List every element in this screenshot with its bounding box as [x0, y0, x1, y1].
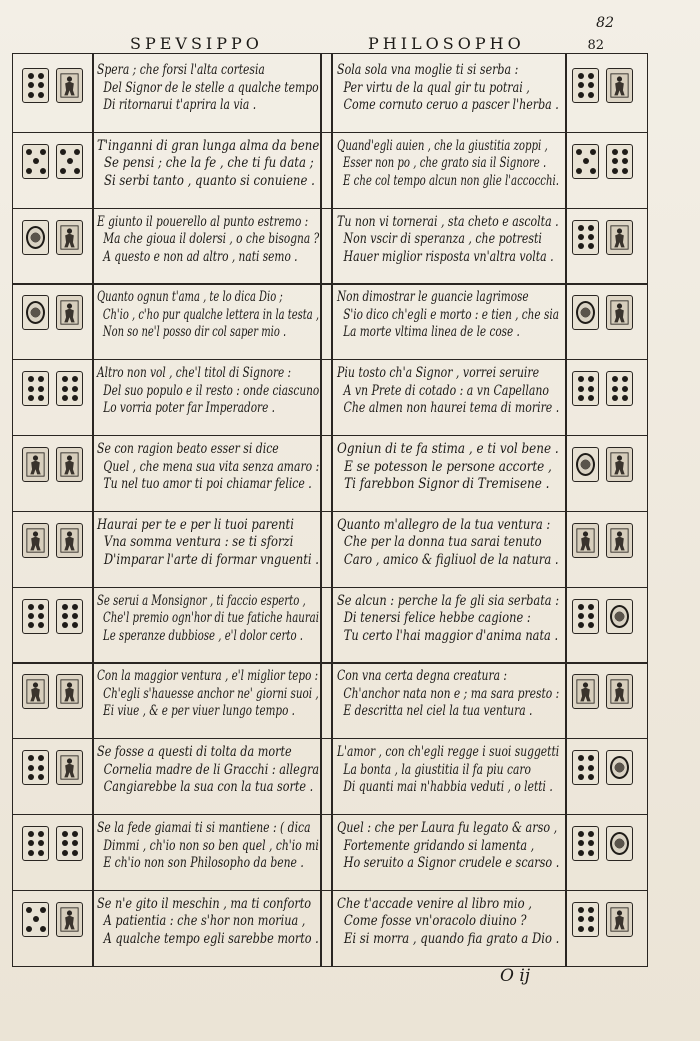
header-left: SPEVSIPPO — [130, 34, 263, 53]
figure-die-icon — [22, 447, 49, 482]
figure-die-icon — [22, 523, 49, 558]
verse-line: Vna somma ventura : se ti sforzi — [103, 534, 294, 551]
figure-die-icon — [56, 902, 83, 937]
verse-line: Ma che gioua il dolersi , o che bisogna ? — [103, 231, 320, 248]
verse-line: Altro non vol , che'l titol di Signore : — [97, 365, 292, 382]
figure-die-icon — [22, 674, 49, 709]
six-pip-die-icon — [606, 371, 633, 406]
six-pip-die-icon — [572, 902, 599, 937]
verse-line: Fortemente gridando si lamenta , — [343, 837, 535, 854]
five-pip-die-icon — [22, 902, 49, 937]
disc-die-icon — [606, 599, 633, 634]
verse-line: A patientia : che s'hor non moriua , — [103, 913, 306, 930]
left-verse — [97, 62, 319, 115]
right-verse — [337, 668, 559, 721]
figure-die-icon — [606, 68, 633, 103]
six-pip-die-icon — [572, 826, 599, 861]
figure-die-icon — [606, 447, 633, 482]
left-verse — [97, 820, 319, 873]
verse-line: Haurai per te e per li tuoi parenti — [97, 516, 294, 533]
row-divider — [12, 662, 648, 663]
row-divider — [12, 208, 648, 209]
right-dice-pair — [572, 447, 633, 482]
verse-line: Se la fede giamai ti si mantiene : ( dica — [97, 820, 311, 836]
figure-die-icon — [606, 295, 633, 330]
verse-line: Che t'accade venire al libro mio , — [337, 895, 532, 912]
right-verse — [337, 517, 559, 570]
verse-line: T'inganni di gran lunga alma da bene — [97, 137, 320, 154]
six-pip-die-icon — [56, 599, 83, 634]
right-dice-pair — [572, 599, 633, 634]
verse-line: Non so ne'l posso dir col saper mio . — [102, 324, 287, 341]
six-pip-die-icon — [606, 144, 633, 179]
right-dice-pair — [572, 826, 633, 861]
verse-line: A qualche tempo egli sarebbe morto . — [103, 930, 319, 947]
verse-line: Quel , che mena sua vita senza amaro : — [103, 458, 320, 475]
disc-die-icon — [22, 295, 49, 330]
right-dice-pair — [572, 902, 633, 937]
verse-line: Ei viue , & e per viuer lungo tempo . — [103, 703, 295, 720]
six-pip-die-icon — [572, 371, 599, 406]
figure-die-icon — [606, 902, 633, 937]
verse-line: Le speranze dubbiose , e'l dolor certo . — [103, 627, 304, 644]
left-verse — [97, 896, 319, 949]
verse-line: Dimmi , ch'io non so ben quel , ch'io mi — [103, 837, 319, 854]
verse-line: Piu tosto ch'a Signor , vorrei seruire — [337, 365, 540, 382]
six-pip-die-icon — [572, 599, 599, 634]
row-divider — [12, 738, 648, 739]
verse-line: Cornelia madre de li Gracchi : allegra — [103, 761, 320, 778]
row-divider — [12, 283, 648, 284]
left-verse — [97, 441, 319, 494]
left-verse — [97, 593, 319, 646]
row-divider — [12, 435, 648, 436]
six-pip-die-icon — [22, 371, 49, 406]
verse-line: L'amor , con ch'egli regge i suoi suggetti — [337, 744, 560, 761]
six-pip-die-icon — [22, 68, 49, 103]
left-verse — [97, 517, 319, 570]
left-dice-pair — [22, 220, 83, 255]
right-dice-pair — [572, 144, 633, 179]
verse-line: Con la maggior ventura , e'l miglior tepo : — [97, 668, 319, 685]
row-divider — [12, 511, 648, 512]
verse-line: Di ritornarui t'aprira la via . — [103, 97, 257, 113]
verse-line: Non vscir di speranza , che potresti — [343, 231, 542, 248]
row-divider — [12, 132, 648, 133]
six-pip-die-icon — [22, 750, 49, 785]
left-verse — [97, 365, 319, 418]
left-dice-pair — [22, 674, 83, 709]
right-verse — [337, 820, 559, 873]
left-dice-pair — [22, 68, 83, 103]
verse-line: Con vna certa degna creatura : — [337, 668, 508, 685]
verse-line: E se potesson le persone accorte , — [344, 458, 552, 475]
verse-line: Per virtu de la qual gir tu potrai , — [343, 79, 530, 96]
verse-line: E ch'io non son Philosopho da bene . — [103, 855, 304, 871]
right-dice-pair — [572, 523, 633, 558]
right-dice-pair — [572, 295, 633, 330]
figure-die-icon — [56, 674, 83, 709]
verse-line: Che per la donna tua sarai tenuto — [343, 534, 542, 551]
right-dice-pair — [572, 220, 633, 255]
verse-line: Se alcun : perche la fe gli sia serbata : — [337, 592, 560, 609]
left-dice-pair — [22, 144, 83, 179]
right-verse — [337, 62, 559, 115]
verse-line: Del suo populo e il resto : onde ciascuno — [103, 382, 320, 399]
left-verse — [97, 744, 319, 797]
verse-line: A vn Prete di cotado : a vn Capellano — [343, 382, 550, 399]
verse-line: La bonta , la giustitia il fa piu caro — [343, 761, 531, 778]
verse-line: Di tenersi felice hebbe cagione : — [343, 610, 531, 627]
row-divider — [12, 814, 648, 815]
verse-line: Hauer miglior risposta vn'altra volta . — [343, 248, 554, 265]
right-verse — [337, 289, 559, 342]
verse-line: Quanto m'allegro de la tua ventura : — [337, 516, 551, 533]
verse-line: Tu nel tuo amor ti poi chiamar felice . — [103, 476, 312, 492]
verse-line: E descritta nel ciel la tua ventura . — [343, 703, 533, 720]
left-dice-pair — [22, 371, 83, 406]
verse-line: Ei si morra , quando fia grato a Dio . — [343, 930, 560, 947]
figure-die-icon — [56, 295, 83, 330]
figure-die-icon — [606, 674, 633, 709]
row-divider — [12, 359, 648, 360]
verse-line: A questo e non ad altro , nati semo . — [103, 248, 298, 265]
left-dice-pair — [22, 902, 83, 937]
right-dice-pair — [572, 750, 633, 785]
page-number: 82 — [596, 15, 614, 31]
verse-line: Cangiarebbe la sua con la tua sorte . — [103, 779, 314, 796]
verse-line: Caro , amico & figliuol de la natura . — [343, 551, 559, 568]
catchword: O ij — [500, 966, 531, 986]
left-dice-pair — [22, 826, 83, 861]
verse-line: Che almen non haurei tema di morire . — [343, 400, 560, 417]
right-dice-pair — [572, 68, 633, 103]
row-divider — [12, 587, 648, 588]
verse-line: Quand'egli auien , che la giustitia zoppi , — [337, 137, 548, 154]
header-right: PHILOSOPHO — [368, 34, 525, 53]
figure-die-icon — [56, 447, 83, 482]
right-verse — [337, 138, 559, 191]
five-pip-die-icon — [572, 144, 599, 179]
disc-die-icon — [606, 826, 633, 861]
verse-line: Tu certo l'hai maggior d'anima nata . — [343, 627, 559, 644]
six-pip-die-icon — [56, 826, 83, 861]
verse-line: Se serui a Monsignor , ti faccio esperto , — [97, 592, 306, 609]
verse-line: Se pensi ; che la fe , che ti fu data ; — [103, 155, 314, 172]
verse-line: Spera ; che forsi l'alta cortesia — [97, 62, 265, 78]
disc-die-icon — [606, 750, 633, 785]
six-pip-die-icon — [572, 68, 599, 103]
verse-line: Ch'egli s'hauesse anchor ne' giorni suoi , — [103, 685, 319, 702]
figure-die-icon — [56, 750, 83, 785]
figure-die-icon — [606, 220, 633, 255]
verse-line: D'imparar l'arte di formar vnguenti . — [103, 551, 319, 568]
disc-die-icon — [572, 447, 599, 482]
left-verse — [97, 138, 319, 191]
verse-line: S'io dico ch'egli e morto : e tien , che sia — [343, 306, 559, 323]
six-pip-die-icon — [572, 750, 599, 785]
verse-line: Tu non vi tornerai , sta cheto e ascolta . — [337, 213, 559, 230]
left-dice-pair — [22, 750, 83, 785]
six-pip-die-icon — [572, 220, 599, 255]
row-divider — [12, 890, 648, 891]
verse-line: Ho seruito a Signor crudele e scarso . — [343, 855, 560, 871]
right-verse — [337, 214, 559, 267]
verse-line: Del Signor de le stelle a qualche tempo — [103, 79, 319, 96]
right-verse — [337, 593, 559, 646]
left-dice-pair — [22, 523, 83, 558]
five-pip-die-icon — [22, 144, 49, 179]
right-verse — [337, 896, 559, 949]
right-dice-pair — [572, 371, 633, 406]
figure-die-icon — [606, 523, 633, 558]
left-dice-pair — [22, 447, 83, 482]
verse-line: Di quanti mai n'habbia veduti , o letti . — [343, 779, 553, 796]
verse-line: Come fosse vn'oracolo diuino ? — [343, 913, 527, 930]
left-verse — [97, 214, 319, 267]
left-verse — [97, 289, 319, 342]
figure-die-icon — [572, 674, 599, 709]
six-pip-die-icon — [22, 599, 49, 634]
disc-die-icon — [572, 295, 599, 330]
six-pip-die-icon — [56, 371, 83, 406]
verse-line: Ch'io , c'ho pur qualche lettera in la testa , — [102, 306, 320, 323]
verse-line: E che col tempo alcun non glie l'accocchi. — [343, 172, 559, 189]
verse-line: Ti farebbon Signor di Tremisene . — [344, 476, 550, 492]
left-dice-pair — [22, 599, 83, 634]
figure-die-icon — [56, 68, 83, 103]
verse-line: Lo vorria poter far Imperadore . — [103, 400, 275, 417]
right-dice-pair — [572, 674, 633, 709]
verse-line: Esser non po , che grato sia il Signore . — [343, 155, 547, 172]
five-pip-die-icon — [56, 144, 83, 179]
verse-line: Ch'anchor nata non e ; ma sara presto : — [343, 685, 560, 702]
verse-line: Non dimostrar le guancie lagrimose — [337, 289, 529, 306]
verse-line: La morte vltima linea de le cose . — [343, 324, 520, 341]
left-dice-pair — [22, 295, 83, 330]
disc-die-icon — [22, 220, 49, 255]
verse-line: Se n'e gito il meschin , ma ti conforto — [97, 895, 312, 912]
right-verse — [337, 365, 559, 418]
right-verse — [337, 744, 559, 797]
left-verse — [97, 668, 319, 721]
page-number-repeat: 82 — [587, 38, 604, 53]
verse-line: Quel : che per Laura fu legato & arso , — [337, 820, 558, 836]
right-verse — [337, 441, 559, 494]
verse-line: Che'l premio ogn'hor di tue fatiche haurai — [103, 610, 319, 627]
verse-line: Se con ragion beato esser si dice — [97, 441, 279, 457]
verse-line: Come cornuto ceruo a pascer l'herba . — [343, 97, 559, 113]
figure-die-icon — [572, 523, 599, 558]
figure-die-icon — [56, 523, 83, 558]
verse-line: Ogniun di te fa stima , e ti vol bene . — [337, 441, 559, 457]
verse-line: Si serbi tanto , quanto si conuiene . — [103, 172, 315, 189]
verse-line: E giunto il pouerello al punto estremo : — [97, 213, 309, 230]
verse-line: Se fosse a questi di tolta da morte — [97, 744, 292, 761]
six-pip-die-icon — [22, 826, 49, 861]
figure-die-icon — [56, 220, 83, 255]
verse-line: Quanto ognun t'ama , te lo dica Dio ; — [97, 289, 283, 306]
verse-line: Sola sola vna moglie ti si serba : — [337, 62, 519, 78]
